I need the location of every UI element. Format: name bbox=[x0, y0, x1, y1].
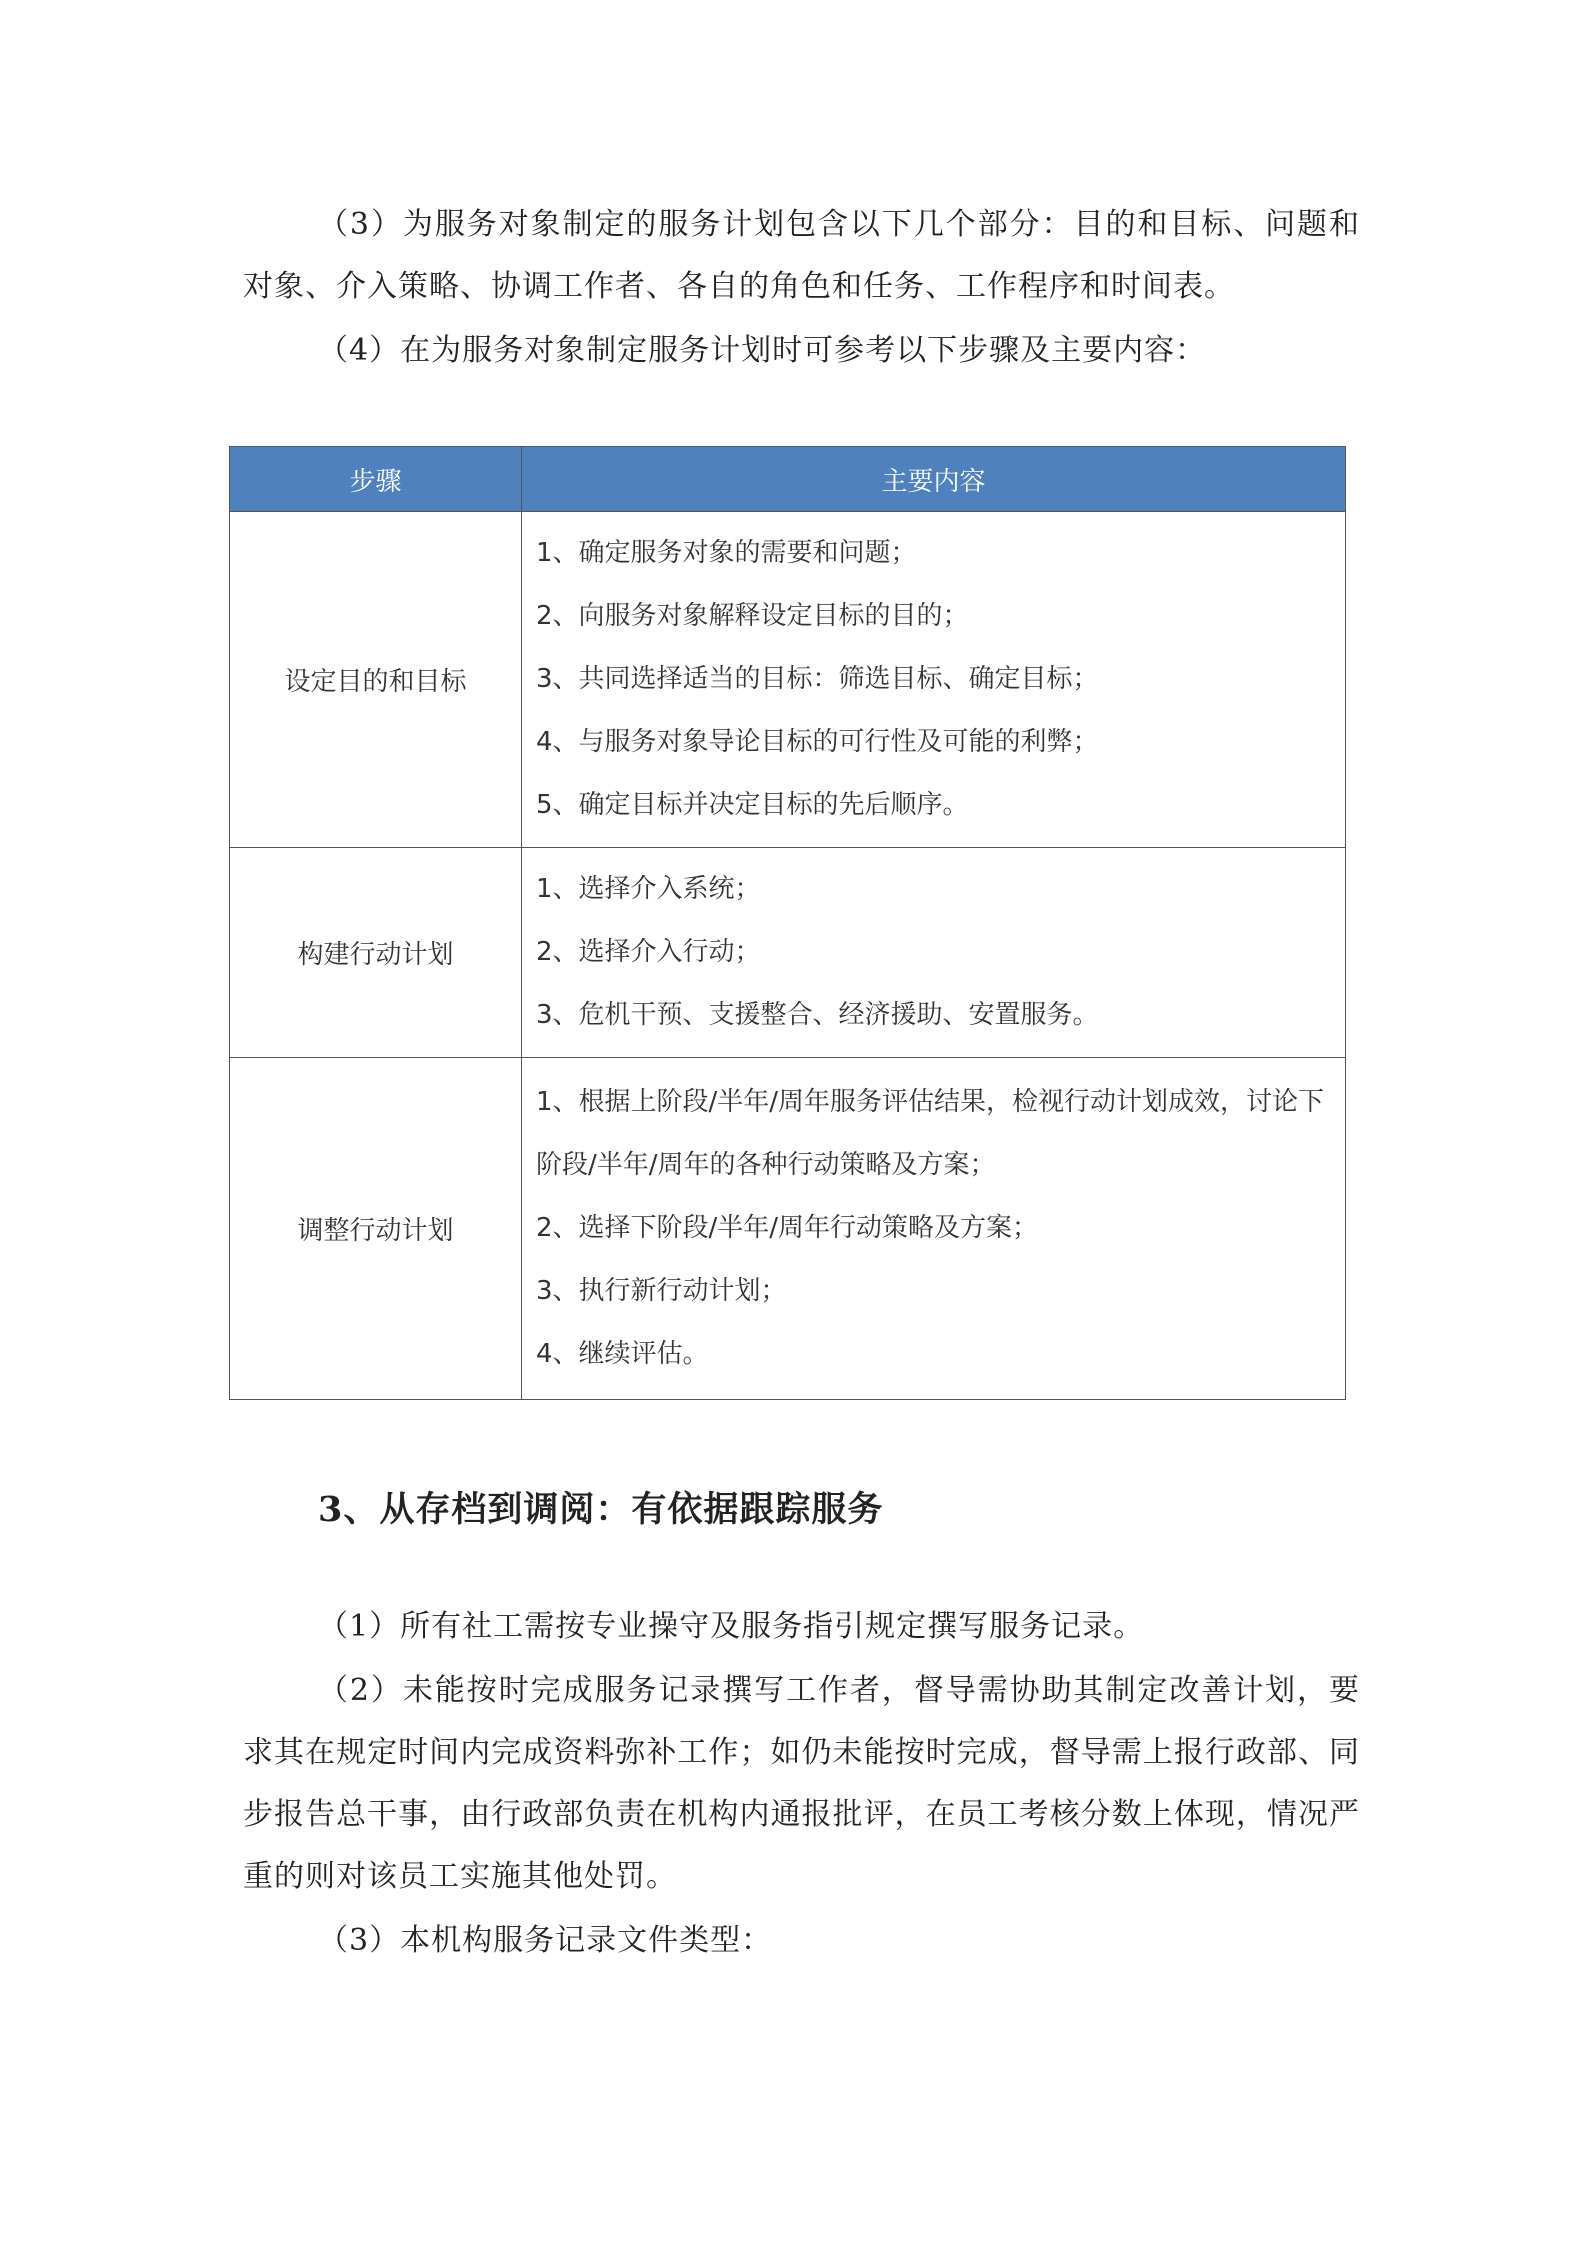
steps-table bbox=[229, 446, 1346, 1400]
step-name: 构建行动计划 bbox=[230, 848, 522, 1058]
header-step: 步骤 bbox=[230, 447, 522, 512]
content-item: 2、选择介入行动； bbox=[536, 937, 761, 967]
content-item: 3、危机干预、支援整合、经济援助、安置服务。 bbox=[536, 1000, 1099, 1030]
content-item: 1、确定服务对象的需要和问题； bbox=[536, 538, 917, 568]
table-row bbox=[230, 848, 1346, 1058]
paragraph-service-plan-parts: （3）为服务对象制定的服务计划包含以下几个部分：目的和目标、问题和对象、介入策略、协调工作者、各自的角色和任务、工作程序和时间表。 bbox=[243, 207, 1360, 304]
step-name: 设定目的和目标 bbox=[230, 512, 522, 848]
content-item: 4、与服务对象导论目标的可行性及可能的利弊； bbox=[536, 727, 1099, 757]
table-header-row bbox=[230, 447, 1346, 512]
content-item: 4、继续评估。 bbox=[536, 1339, 709, 1369]
content-item: 5、确定目标并决定目标的先后顺序。 bbox=[536, 790, 969, 820]
content-item: 3、共同选择适当的目标：筛选目标、确定目标； bbox=[536, 664, 1099, 694]
content-item: 3、执行新行动计划； bbox=[536, 1276, 787, 1306]
header-main-content: 主要内容 bbox=[522, 447, 1346, 512]
table-row bbox=[230, 512, 1346, 848]
paragraph-record-writing: （1）所有社工需按专业操守及服务指引规定撰写服务记录。 bbox=[318, 1609, 1145, 1644]
paragraph-service-plan-steps-intro: （4）在为服务对象制定服务计划时可参考以下步骤及主要内容： bbox=[318, 333, 1207, 368]
step-content bbox=[522, 848, 1346, 1058]
content-item: 2、向服务对象解释设定目标的目的； bbox=[536, 601, 969, 631]
paragraph-record-types: （3）本机构服务记录文件类型： bbox=[318, 1923, 773, 1958]
step-content bbox=[522, 512, 1346, 848]
step-name: 调整行动计划 bbox=[230, 1058, 522, 1400]
section-heading: 3、从存档到调阅：有依据跟踪服务 bbox=[318, 1489, 884, 1530]
paragraph-late-records: （2）未能按时完成服务记录撰写工作者，督导需协助其制定改善计划，要求其在规定时间内完成资料弥补工作；如仍未能按时完成，督导需上报行政部、同步报告总干事，由行政部负责在机构内通报批评，在员工考核分数上体现，情况严重的则对该员工实施其他处罚。 bbox=[243, 1673, 1360, 1894]
step-content bbox=[522, 1058, 1346, 1400]
content-item: 1、根据上阶段/半年/周年服务评估结果，检视行动计划成效，讨论下阶段/半年/周年的各种行动策略及方案； bbox=[536, 1087, 1325, 1180]
table-row bbox=[230, 1058, 1346, 1400]
content-item: 1、选择介入系统； bbox=[536, 874, 761, 904]
content-item: 2、选择下阶段/半年/周年行动策略及方案； bbox=[536, 1213, 1039, 1243]
